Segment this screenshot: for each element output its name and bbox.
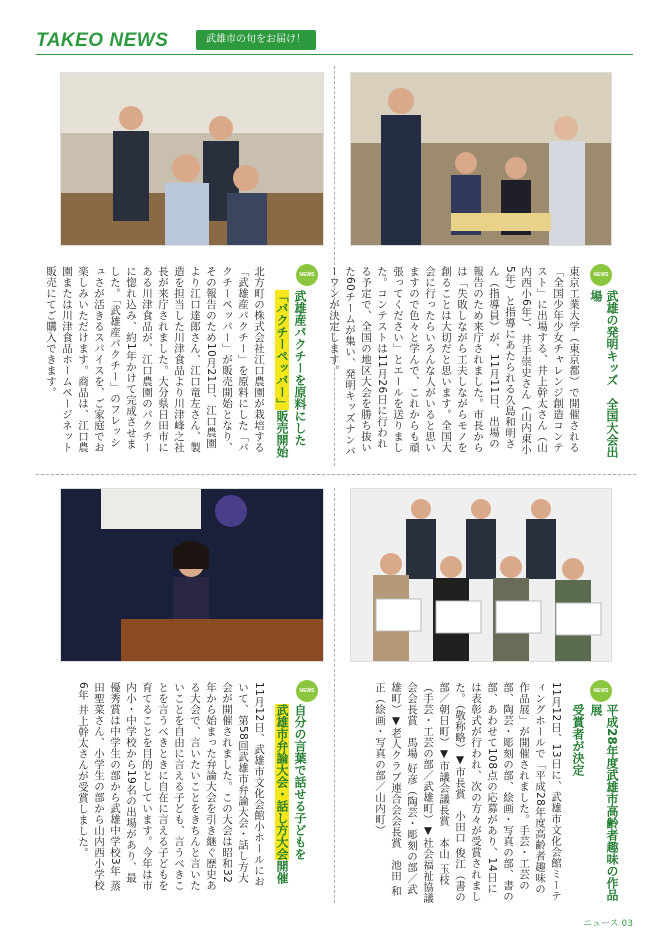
invention-kids-photo	[350, 72, 612, 246]
page-number: 03	[621, 919, 633, 929]
article-body: 北方町の株式会社江口農園が栽培する「武雄産パクチー」を原料にした「パクチーペッパー」が販売開始となり、その報告のため10月21日、江口農園より江口達郎さん、江口竜左さん、製造を担当した川津食品より川津峰之社長が来庁されました。大分県日田市にある川津食品が、江口農園のパクチーに惚れ込み、約1年かけて完成させました。「武雄産パクチー」のフレッシュさが活きるスパイスを、ご家庭でお楽しみいただけます。商品は、江口農園または川津食品ホームページネット販売にてご購入できます。	[45, 266, 265, 453]
article-headline-event: 武雄市弁論大会・話し方大会開催	[275, 704, 289, 884]
news-badge: NEWS	[296, 264, 318, 286]
footer-section: ニュース	[583, 919, 619, 929]
article-headline: 平成28年度武雄市高齢者趣味の作品展	[589, 704, 619, 901]
news-badge: NEWS	[296, 680, 318, 702]
article-headline-product: 「パクチーペッパー」販売開始	[275, 290, 289, 458]
article-body: 11月12日、13日に、武雄市文化会館ミーティングホールで「平成28年度高齢者趣味の作品展」が開催されました。手芸・工芸の部、陶芸・彫刻の部、絵画・写真の部、書の部、あわせて108点の応募があり、14日には表彰式が行われ、次の方々が受賞されました。（敬称略）▼市長賞 小田口 俊江（書の部／朝日町）▼市議会議長賞 本山 玉枝（手芸・工芸の部／武雄町）▼社会福祉協議会会長賞 馬場 好彦（陶芸・彫刻の部／武雄町）▼老人クラブ連合会会長賞 池田 和正（絵画・写真の部／山内町）	[374, 682, 562, 904]
column-divider-bottom	[334, 488, 335, 903]
exhibition-awards-photo	[350, 488, 612, 662]
news-badge: NEWS	[590, 680, 612, 702]
page-title: TAKEO NEWS	[36, 30, 169, 51]
article-headline: 武雄の発明キッズ 全国大会出場	[589, 290, 619, 458]
pakuchi-photo	[60, 72, 324, 246]
header-tagline: 武雄市の旬をお届け！	[196, 30, 316, 50]
news-badge: NEWS	[590, 264, 612, 286]
article-headline: 武雄産パクチーを原料にした	[293, 290, 307, 446]
page-footer	[583, 916, 633, 929]
row-divider	[36, 474, 636, 475]
article-headline: 自分の言葉で話せる子どもを	[293, 704, 307, 860]
speech-contest-photo	[60, 488, 324, 662]
article-headline-sub: 受賞者が決定	[571, 704, 585, 776]
header-rule	[36, 54, 633, 55]
article-body: 東京工業大学（東京都）で開催される「全国少年少女チャレンジ創造コンテスト」に出場する、井上幹太さん（山内西小6年）、井手崇史さん（山内東小5年）と指導にあたられる久島和明さん（指導員）が、11月11日、出場の報告のため来庁されました。市長からは「失敗しながら工夫しながらモノを創ることは大切だと思います。全国大会に行ったらいろんな人がいると思いますので色々と学んで、これからも頑張ってください」とエールを送りました。コンテストは11月26日に行われる予定で、全国の地区大会を勝ち抜いた60チームが集い、発明キッズナンバーワンが決定します。	[328, 266, 580, 457]
article-body: 11月12日、武雄市文化会館小ホールにおいて、第58回武雄市弁論大会・話し方大会が開催されました。この大会は昭和32年から始まった弁論大会を引き継ぐ歴史ある大会で、言いたいことをきちんと言いたいことを自由に言える子ども、言うべきことを言うべきときに自在に言える子どもを育てることを目的としています。今年は市内小・中学校から19名の出場があり、最優秀賞は中学生の部から武雄中学校3年 蒸田聖菜さん、小学生の部から山内西小学校6年 井上幹太さんが受賞しました。	[77, 682, 265, 892]
